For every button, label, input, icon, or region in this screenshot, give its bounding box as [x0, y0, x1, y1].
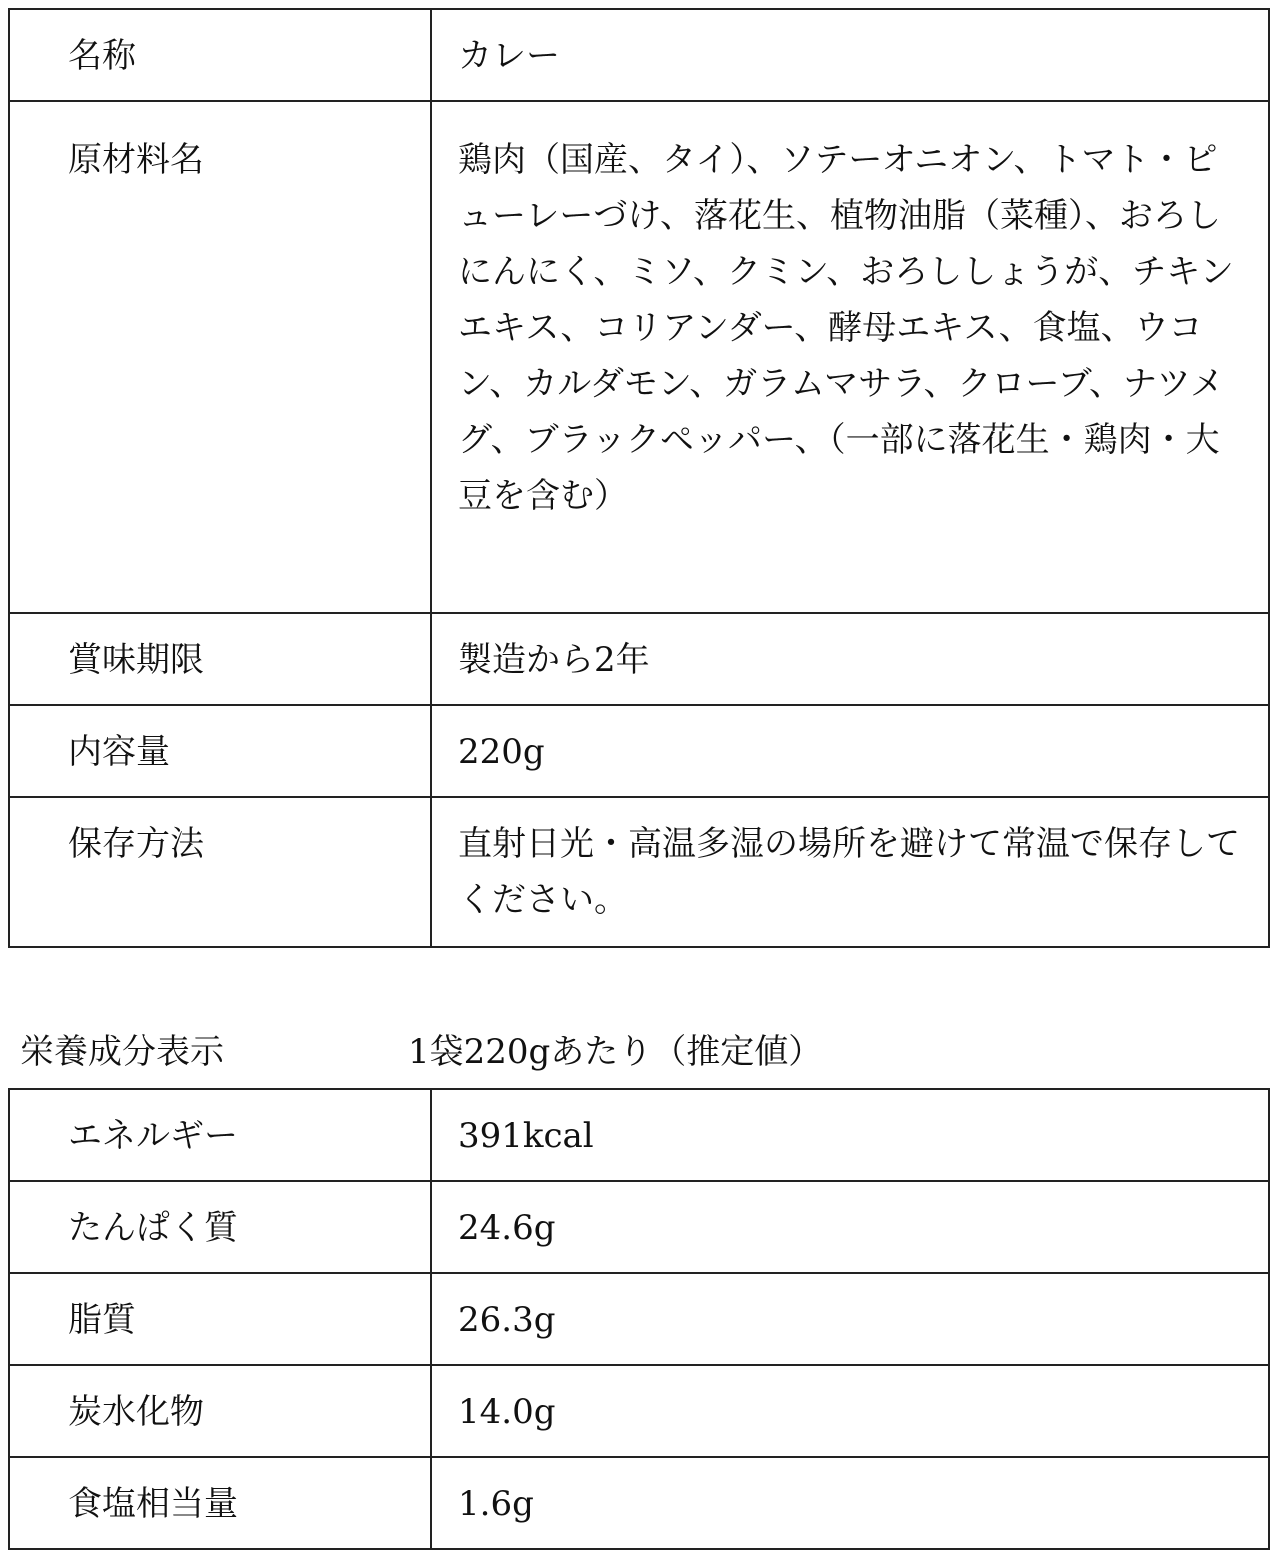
row-label: 炭水化物: [9, 1365, 431, 1457]
nutrition-row-salt: [9, 1457, 1269, 1549]
product-info-table: [8, 8, 1270, 948]
row-value: 直射日光・高温多湿の場所を避けて常温で保存してください。: [431, 797, 1269, 947]
nutrition-row-protein: [9, 1181, 1269, 1273]
nutrition-title: 栄養成分表示: [20, 1032, 224, 1072]
product-row-volume: [9, 705, 1269, 797]
row-label: 保存方法: [9, 797, 431, 947]
row-value: 製造から2年: [431, 613, 1269, 705]
nutrition-row-energy: [9, 1089, 1269, 1181]
nutrition-heading: [20, 1024, 823, 1080]
row-label: 原材料名: [9, 101, 431, 613]
row-value: カレー: [431, 9, 1269, 101]
row-label: たんぱく質: [9, 1181, 431, 1273]
row-label: 賞味期限: [9, 613, 431, 705]
row-value: 26.3g: [431, 1273, 1269, 1365]
row-value: 24.6g: [431, 1181, 1269, 1273]
row-label: 脂質: [9, 1273, 431, 1365]
row-value: 鶏肉（国産、タイ）、ソテーオニオン、トマト・ピューレーづけ、落花生、植物油脂（菜種）、おろしにんにく、ミソ、クミン、おろししょうが、チキンエキス、コリアンダー、酵母エキス、食塩、ウコン、カルダモン、ガラムマサラ、クローブ、ナツメグ、ブラックペッパー、（一部に落花生・鶏肉・大豆を含む）: [431, 101, 1269, 613]
nutrition-table: [8, 1088, 1270, 1550]
nutrition-serving-note: 1袋220gあたり（推定値）: [408, 1032, 823, 1072]
row-label: エネルギー: [9, 1089, 431, 1181]
row-value: 391kcal: [431, 1089, 1269, 1181]
nutrition-row-carbohydrate: [9, 1365, 1269, 1457]
row-label: 食塩相当量: [9, 1457, 431, 1549]
product-row-ingredients: [9, 101, 1269, 613]
product-row-expiry: [9, 613, 1269, 705]
row-label: 名称: [9, 9, 431, 101]
product-row-storage: [9, 797, 1269, 947]
row-value: 14.0g: [431, 1365, 1269, 1457]
row-value: 220g: [431, 705, 1269, 797]
row-value: 1.6g: [431, 1457, 1269, 1549]
row-label: 内容量: [9, 705, 431, 797]
product-row-name: [9, 9, 1269, 101]
nutrition-row-fat: [9, 1273, 1269, 1365]
